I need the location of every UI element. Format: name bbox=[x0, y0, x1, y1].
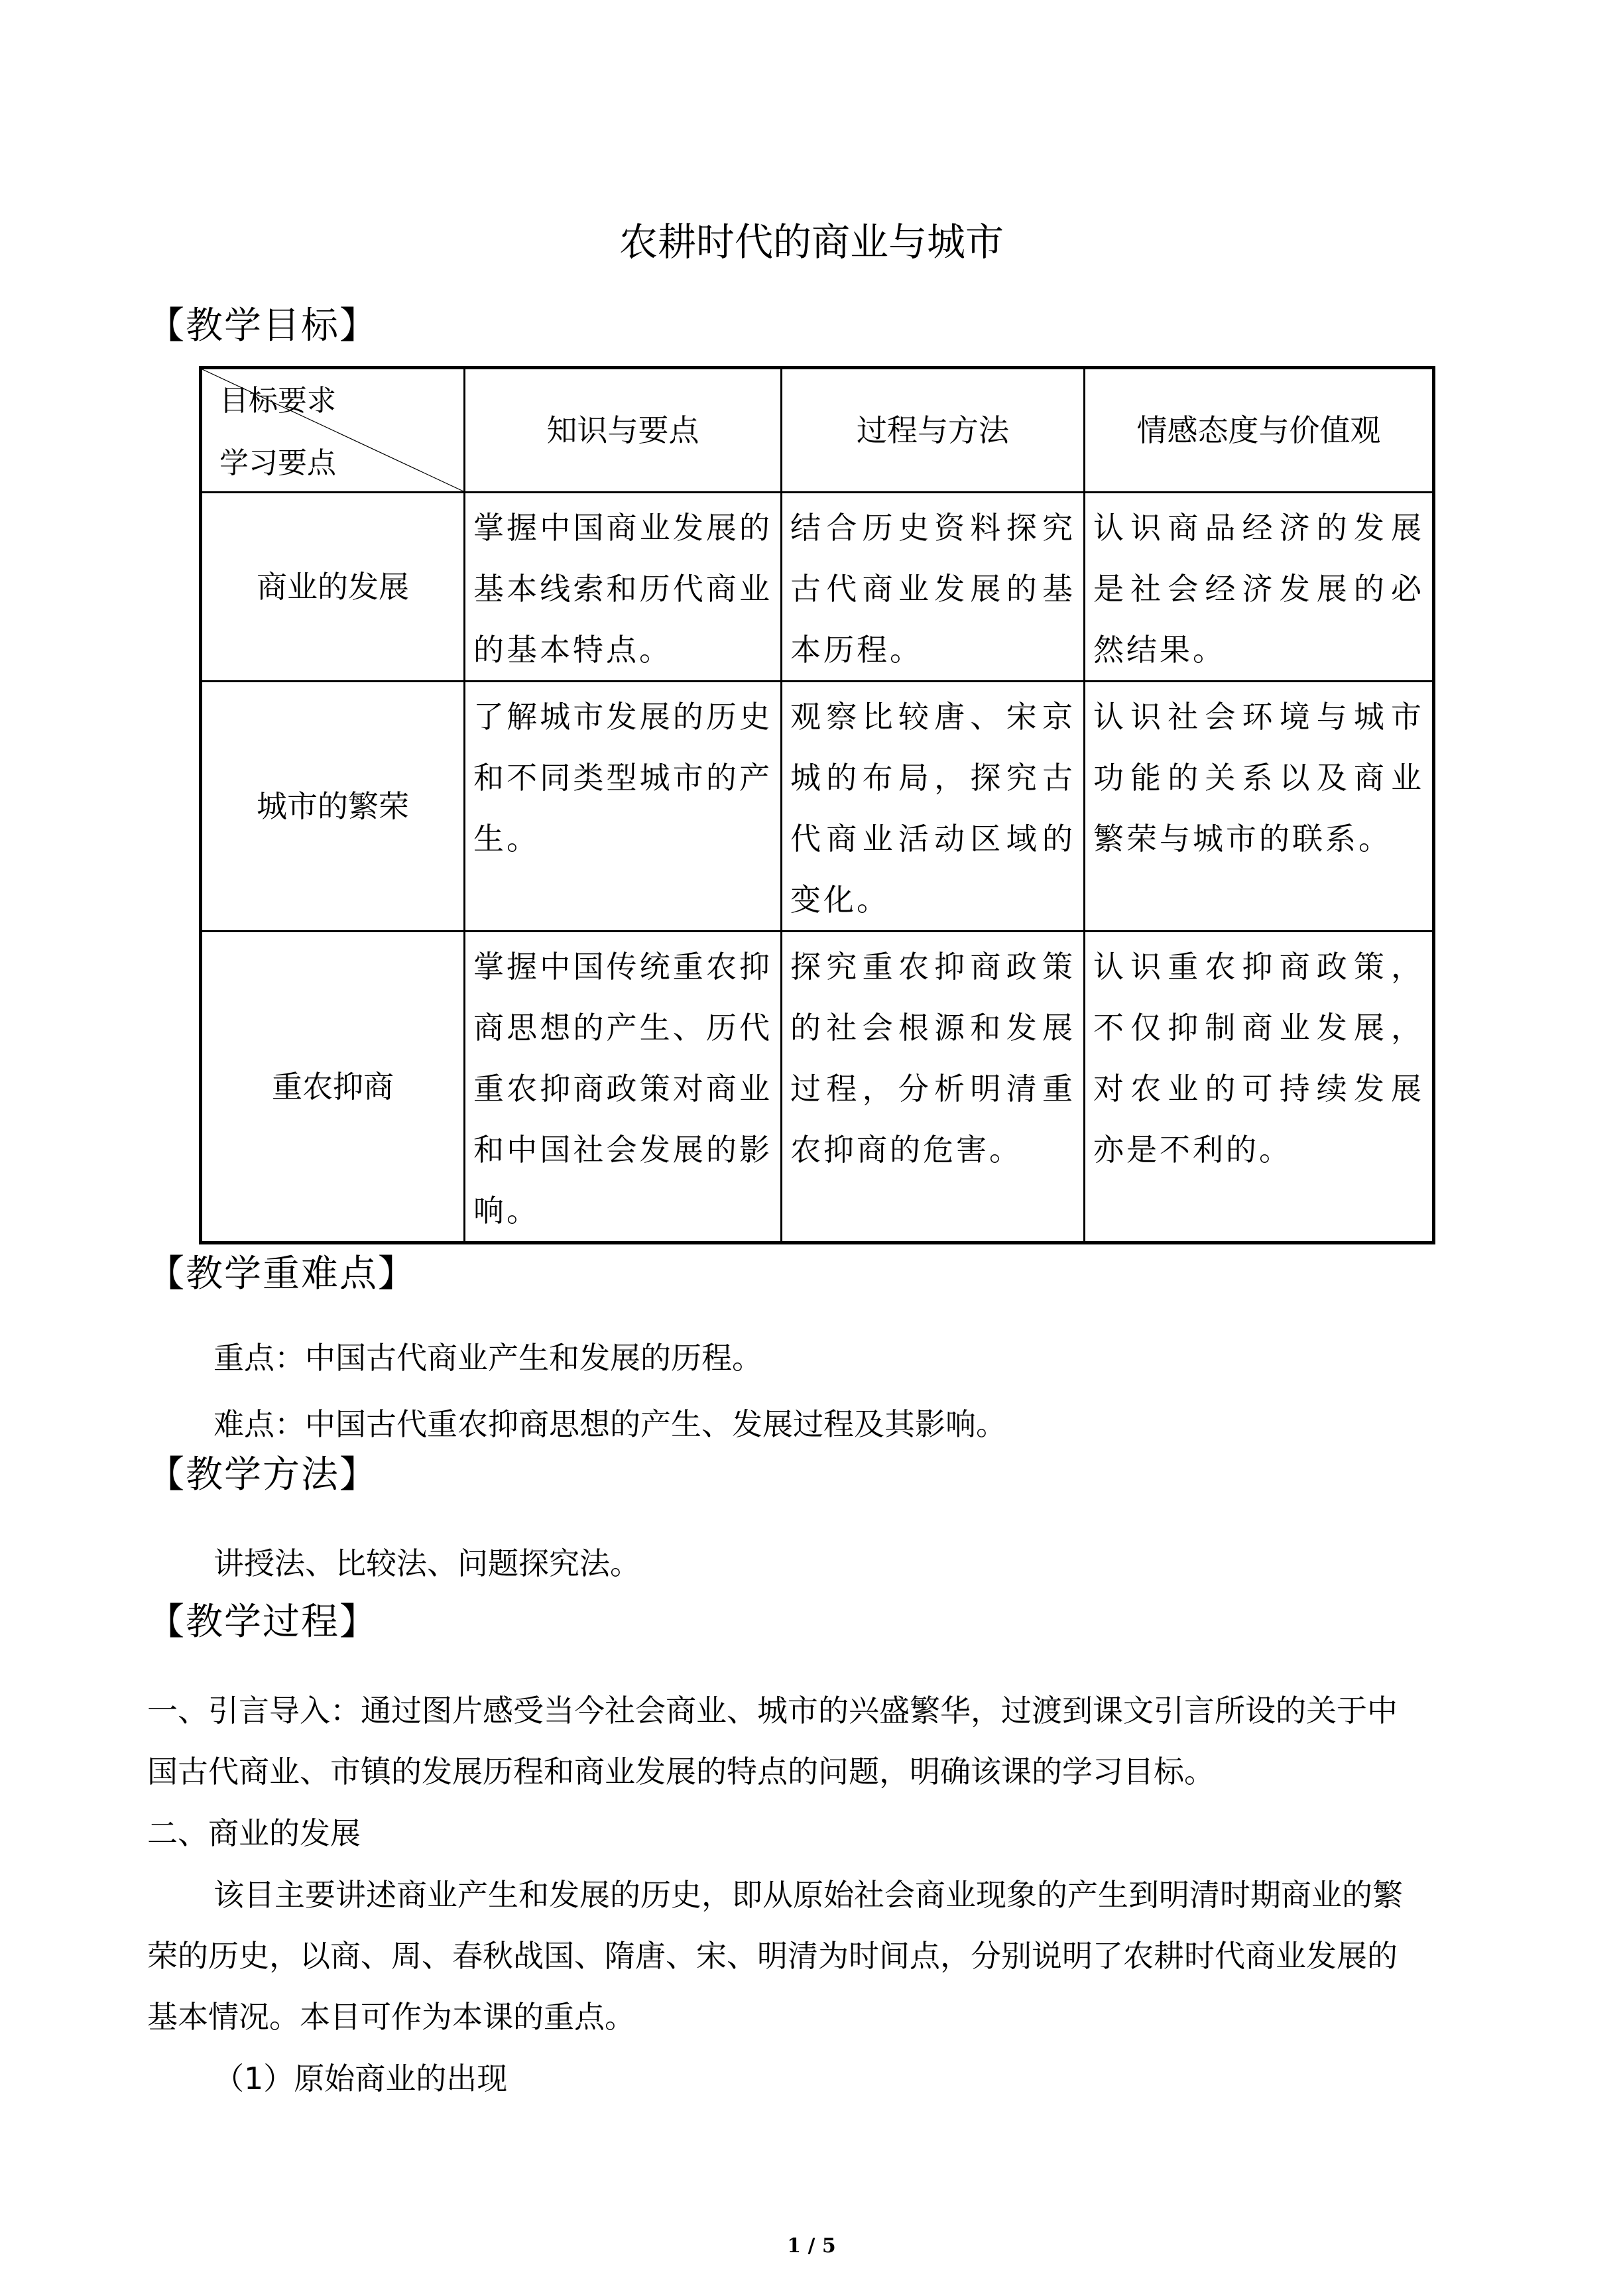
section-heading-goals: 【教学目标】 bbox=[147, 304, 378, 347]
table-cell: 掌握中国商业发展的基本线索和历代商业的基本特点。 bbox=[465, 493, 782, 682]
table-row bbox=[201, 493, 1434, 682]
table-row bbox=[201, 682, 1434, 932]
table-corner-cell bbox=[201, 368, 465, 493]
table-cell: 认识商品经济的发展是社会经济发展的必然结果。 bbox=[1085, 493, 1434, 682]
table-cell: 探究重农抑商政策的社会根源和发展过程，分析明清重农抑商的危害。 bbox=[782, 932, 1085, 1243]
paragraph-line: 该目主要讲述商业产生和发展的历史，即从原始社会商业现象的产生到明清时期商业的繁 bbox=[213, 1877, 1403, 1913]
intro-line: 国古代商业、市镇的发展历程和商业发展的特点的问题，明确该课的学习目标。 bbox=[147, 1754, 1215, 1789]
corner-label-top: 目标要求 bbox=[219, 384, 336, 418]
section-heading-process: 【教学过程】 bbox=[147, 1601, 378, 1644]
list-item: （1）原始商业的出现 bbox=[213, 2061, 508, 2096]
table-cell: 掌握中国传统重农抑商思想的产生、历代重农抑商政策对商业和中国社会发展的影响。 bbox=[465, 932, 782, 1243]
key-point-difficulty: 难点：中国古代重农抑商思想的产生、发展过程及其影响。 bbox=[213, 1406, 1006, 1442]
row-label: 商业的发展 bbox=[201, 493, 465, 682]
table-cell: 认识社会环境与城市功能的关系以及商业繁荣与城市的联系。 bbox=[1085, 682, 1434, 932]
table-cell: 认识重农抑商政策，不仅抑制商业发展，对农业的可持续发展亦是不利的。 bbox=[1085, 932, 1434, 1243]
table-cell: 了解城市发展的历史和不同类型城市的产生。 bbox=[465, 682, 782, 932]
paragraph-line: 荣的历史，以商、周、春秋战国、隋唐、宋、明清为时间点，分别说明了农耕时代商业发展的 bbox=[147, 1938, 1398, 1974]
page-number: 1 / 5 bbox=[787, 2234, 836, 2258]
section-heading-methods: 【教学方法】 bbox=[147, 1453, 378, 1496]
column-header: 过程与方法 bbox=[782, 368, 1085, 493]
row-label: 重农抑商 bbox=[201, 932, 465, 1243]
key-point-focus: 重点：中国古代商业产生和发展的历程。 bbox=[213, 1340, 762, 1376]
methods-text: 讲授法、比较法、问题探究法。 bbox=[213, 1545, 640, 1581]
row-label: 城市的繁荣 bbox=[201, 682, 465, 932]
table-cell: 观察比较唐、宋京城的布局，探究古代商业活动区域的变化。 bbox=[782, 682, 1085, 932]
paragraph-line: 基本情况。本目可作为本课的重点。 bbox=[147, 1999, 635, 2035]
intro-line: 一、引言导入：通过图片感受当今社会商业、城市的兴盛繁华，过渡到课文引言所设的关于中 bbox=[147, 1693, 1398, 1728]
corner-label-bottom: 学习要点 bbox=[219, 446, 336, 480]
subsection-heading: 二、商业的发展 bbox=[147, 1815, 361, 1851]
section-heading-key-points: 【教学重难点】 bbox=[147, 1252, 416, 1296]
objectives-table bbox=[199, 366, 1435, 1244]
column-header: 知识与要点 bbox=[465, 368, 782, 493]
table-cell: 结合历史资料探究古代商业发展的基本历程。 bbox=[782, 493, 1085, 682]
table-row bbox=[201, 932, 1434, 1243]
document-title: 农耕时代的商业与城市 bbox=[619, 219, 1004, 265]
column-header: 情感态度与价值观 bbox=[1085, 368, 1434, 493]
